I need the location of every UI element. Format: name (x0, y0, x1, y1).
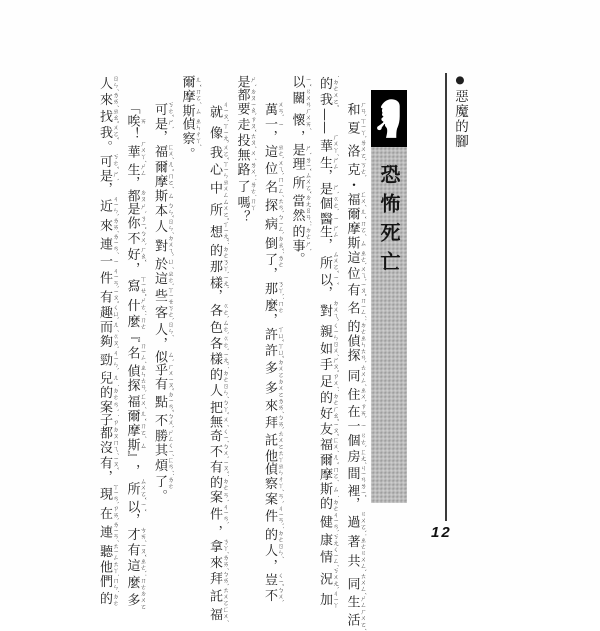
margin-rule (445, 73, 447, 521)
body-text (92, 75, 367, 631)
text-column: 以 ㄧˇ關 ㄍㄨㄢ懷 ㄏㄨㄞˊ，是 ㄕˋ理 ㄌㄧˇ所 ㄙㄨㄛˇ當 ㄉㄤ然 ㄖㄢˊ的 ˙ㄉㄜ事 ㄕˋ。 (289, 75, 312, 266)
text-column: 爾 ㄦˇ摩 ㄇㄛˊ斯 ㄙ偵 ㄓㄣ察 ㄔㄚˊ。 (179, 75, 202, 160)
chapter-banner (371, 90, 407, 503)
header-bullet-icon: ● (454, 74, 466, 89)
chapter-title: 恐怖死亡 (377, 164, 401, 280)
page-number: 12 (431, 524, 452, 541)
text-column: 可 ㄎㄜˇ是 ㄕˋ，福 ㄈㄨˊ爾 ㄦˇ摩 ㄇㄛˊ斯 ㄙ本 ㄅㄣˇ人 ㄖㄣˊ對 ㄉㄨㄟˋ於 ㄩˊ這 ㄓㄜˋ些 ㄒㄧㄝ客 ㄎㄜˋ人 ㄖㄣˊ，似 ㄙˋ乎 ㄏㄨ有 ㄧㄡˇ點 ㄉㄧㄢˇ不 ㄅㄨˋ勝 ㄕㄥ其 ㄑㄧˊ煩 ㄈㄢˊ了 ˙ㄌㄜ。 (152, 101, 175, 502)
banner-strip (371, 147, 407, 503)
text-column: 「唉 ㄞ！華 ㄏㄨㄚˊ生 ㄕㄥ，都 ㄉㄡ是 ㄕˋ你 ㄋㄧˇ不 ㄅㄨˋ好 ㄏㄠˇ，寫 ㄒㄧㄝˇ什 ㄕㄜˊ麼 ˙ㄇㄜ『名 ㄇㄧㄥˊ偵 ㄓㄣ探 ㄊㄢˋ福 ㄈㄨˊ爾 ㄦˇ摩 ㄇㄛˊ斯 ㄙ』，所 ㄙㄨㄛˇ以 ㄧˇ，才 ㄘㄞˊ有 ㄧㄡˇ這 ㄓㄜˋ麼 ˙ㄇㄜ多 ㄉㄨㄛ (124, 101, 147, 610)
holmes-silhouette-icon (371, 90, 407, 147)
header-title: 惡魔的腳 (452, 89, 468, 149)
text-column: 是 ㄕˋ都 ㄉㄡ要 ㄧㄠˋ走 ㄗㄡˇ投 ㄊㄡˊ無 ㄨˊ路 ㄌㄨˋ了 ˙ㄌㄜ嗎 ˙ㄇㄚ？ (234, 75, 257, 224)
text-column: 萬 ㄨㄢˋ一 ㄧ，這 ㄓㄜˋ位 ㄨㄟˋ名 ㄇㄧㄥˊ探 ㄊㄢˋ病 ㄅㄧㄥˋ倒 ㄉㄠˇ了 ˙ㄌㄜ，那 ㄋㄚˋ麼 ˙ㄇㄜ，許 ㄒㄩˇ許 ㄒㄩˇ多 ㄉㄨㄛ多 ㄉㄨㄛ來 ㄌㄞˊ拜 ㄅㄞˋ託 ㄊㄨㄛ他 ㄊㄚ偵 ㄓㄣ察 ㄔㄚˊ案 ㄢˋ件 ㄐㄧㄢˋ的 ˙ㄉㄜ人 ㄖㄣˊ，豈 ㄑㄧˇ不 ㄅㄨˋ (262, 101, 285, 603)
text-column: 和 ㄏㄢˋ夏 ㄒㄧㄚˋ洛 ㄌㄨㄛˋ克 ㄎㄜˋ・福 ㄈㄨˊ爾 ㄦˇ摩 ㄇㄛˊ斯 ㄙ這 ㄓㄜˋ位 ㄨㄟˋ有 ㄧㄡˇ名 ㄇㄧㄥˊ的 ˙ㄉㄜ偵 ㄓㄣ探 ㄊㄢˋ同 ㄊㄨㄥˊ住 ㄓㄨˋ在 ㄗㄞˋ一 ㄧ個 ㄍㄜˋ房 ㄈㄤˊ間 ㄐㄧㄢ裡 ㄌㄧˇ，過 ㄍㄨㄛˋ著 ˙ㄓㄜ共 ㄍㄨㄥˋ同 ㄊㄨㄥˊ生 ㄕㄥ活 ㄏㄨㄛˊ (344, 101, 367, 631)
running-header (450, 74, 470, 149)
text-column: 的 ˙ㄉㄜ我 ㄨㄛˇ——華 ㄏㄨㄚˊ生 ㄕㄥ，是 ㄕˋ個 ㄍㄜˋ醫 ㄧ生 ㄕㄥ，所 ㄙㄨㄛˇ以 ㄧˇ，對 ㄉㄨㄟˋ親 ㄑㄧㄣ如 ㄖㄨˊ手 ㄕㄡˇ足 ㄗㄨˊ的 ˙ㄉㄜ好 ㄏㄠˇ友 ㄧㄡˇ福 ㄈㄨˊ爾 ㄦˇ摩 ㄇㄛˊ斯 ㄙ的 ˙ㄉㄜ健 ㄐㄧㄢˋ康 ㄎㄤ情 ㄑㄧㄥˊ況 ㄎㄨㄤˋ加 ㄐㄧㄚ (317, 75, 340, 608)
text-column: 就 ㄐㄧㄡˋ像 ㄒㄧㄤˋ我 ㄨㄛˇ心 ㄒㄧㄣ中 ㄓㄨㄥ所 ㄙㄨㄛˇ想 ㄒㄧㄤˇ的 ˙ㄉㄜ那 ㄋㄚˋ樣 ㄧㄤˋ，各 ㄍㄜˋ色 ㄙㄜˋ各 ㄍㄜˋ樣 ㄧㄤˋ的 ˙ㄉㄜ人 ㄖㄣˊ把 ㄅㄚˇ無 ㄨˊ奇 ㄑㄧˊ不 ㄅㄨˋ有 ㄧㄡˇ的 ˙ㄉㄜ案 ㄢˋ件 ㄐㄧㄢˋ，拿 ㄋㄚˊ來 ㄌㄞˊ拜 ㄅㄞˋ託 ㄊㄨㄛ福 ㄈㄨˊ (207, 101, 230, 623)
text-column: 人 ㄖㄣˊ來 ㄌㄞˊ找 ㄓㄠˇ我 ㄨㄛˇ。可 ㄎㄜˇ是 ㄕˋ，近 ㄐㄧㄣˋ來 ㄌㄞˊ連 ㄌㄧㄢˊ一 ㄧ件 ㄐㄧㄢˋ有 ㄧㄡˇ趣 ㄑㄩˋ而 ㄦˊ夠 ㄍㄡˋ勁 ㄐㄧㄣˋ兒 ㄦ的 ˙ㄉㄜ案 ㄢˋ子 ˙ㄗ都 ㄉㄡ沒 ㄇㄟˊ有 ㄧㄡˇ，現 ㄒㄧㄢˋ在 ㄗㄞˋ連 ㄌㄧㄢˊ聽 ㄊㄧㄥ他 ㄊㄚ們 ˙ㄇㄣ的 ˙ㄉㄜ (97, 75, 120, 606)
